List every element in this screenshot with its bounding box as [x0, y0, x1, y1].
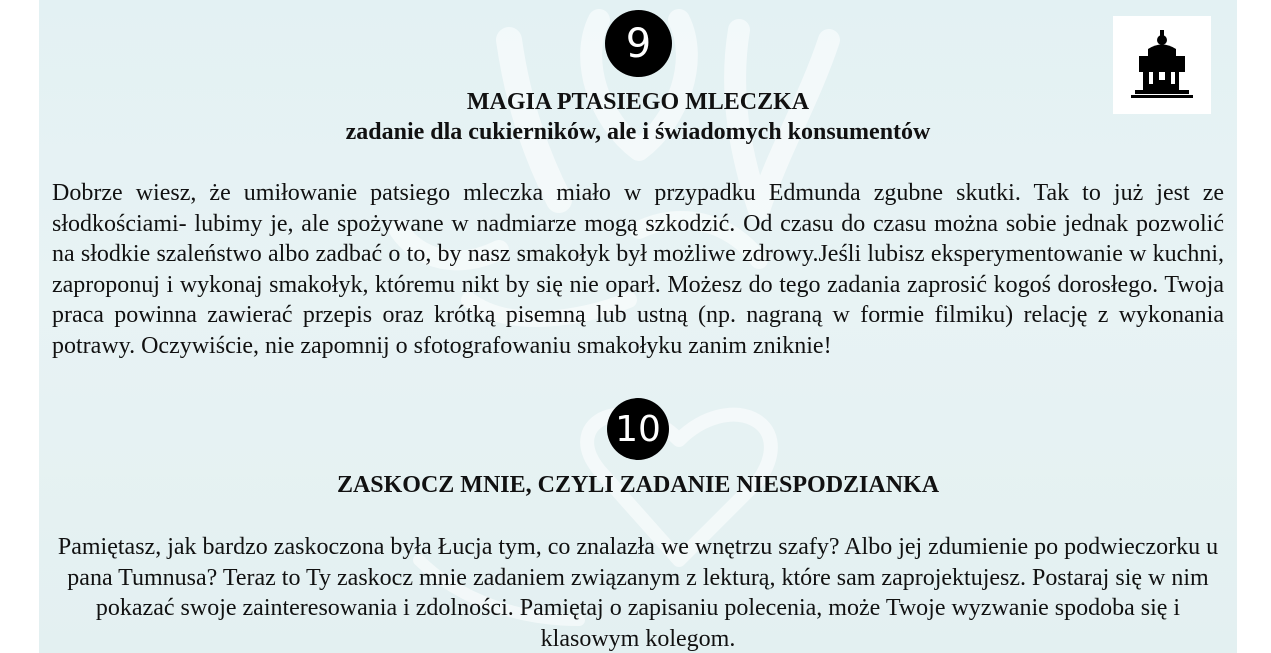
task-9-body: Dobrze wiesz, że umiłowanie patsiego mleczka miało w przypadku Edmunda zgubne skutki. Tak to już jest ze słodkościami- lubimy je, ale spożywane w nadmiarze mogą szkodzić. Od czasu do czasu można sobie jednak pozwolić na słodkie szaleństwo albo zadbać o to, by nasz smakołyk był możliwe zdrowy.Jeśli lubisz eksperymentowanie w kuchni, zaproponuj i wykonaj smakołyk, któremu nikt by się nie oparł. Możesz do tego zadania zaprosić kogoś dorosłego. Twoja praca powinna zawierać przepis oraz krótką pisemną lub ustną (np. nagraną w formie filmiku) relację z wykonania potrawy. Oczywiście, nie zapomnij o sfotografowaniu smakołyku zanim zniknie! — [52, 180, 1224, 359]
task-9-title: MAGIA PTASIEGO MLECZKA — [466, 89, 810, 115]
task-10-number: 10 — [615, 408, 661, 450]
task-10-title: ZASKOCZ MNIE, CZYLI ZADANIE NIESPODZIANKA — [336, 472, 940, 498]
task-9-number-badge — [605, 10, 672, 77]
task-10-number-badge — [607, 398, 669, 460]
task-9-number: 9 — [625, 20, 652, 67]
task-10-body: Pamiętasz, jak bardzo zaskoczona była Łucja tym, co znalazła we wnętrzu szafy? Albo jej zdumienie po podwieczorku u pana Tumnusa? Teraz to Ty zaskocz mnie zadaniem związanym z lekturą, które sam zaprojektujesz. Postaraj się w nim pokazać swoje zainteresowania i zdolności. Pamiętaj o zapisaniu polecenia, może Twoje wyzwanie spodoba się i klasowym kolegom. — [57, 534, 1219, 652]
task-9-subtitle: zadanie dla cukierników, ale i świadomych konsumentów — [345, 119, 931, 145]
document-page — [39, 0, 1237, 653]
